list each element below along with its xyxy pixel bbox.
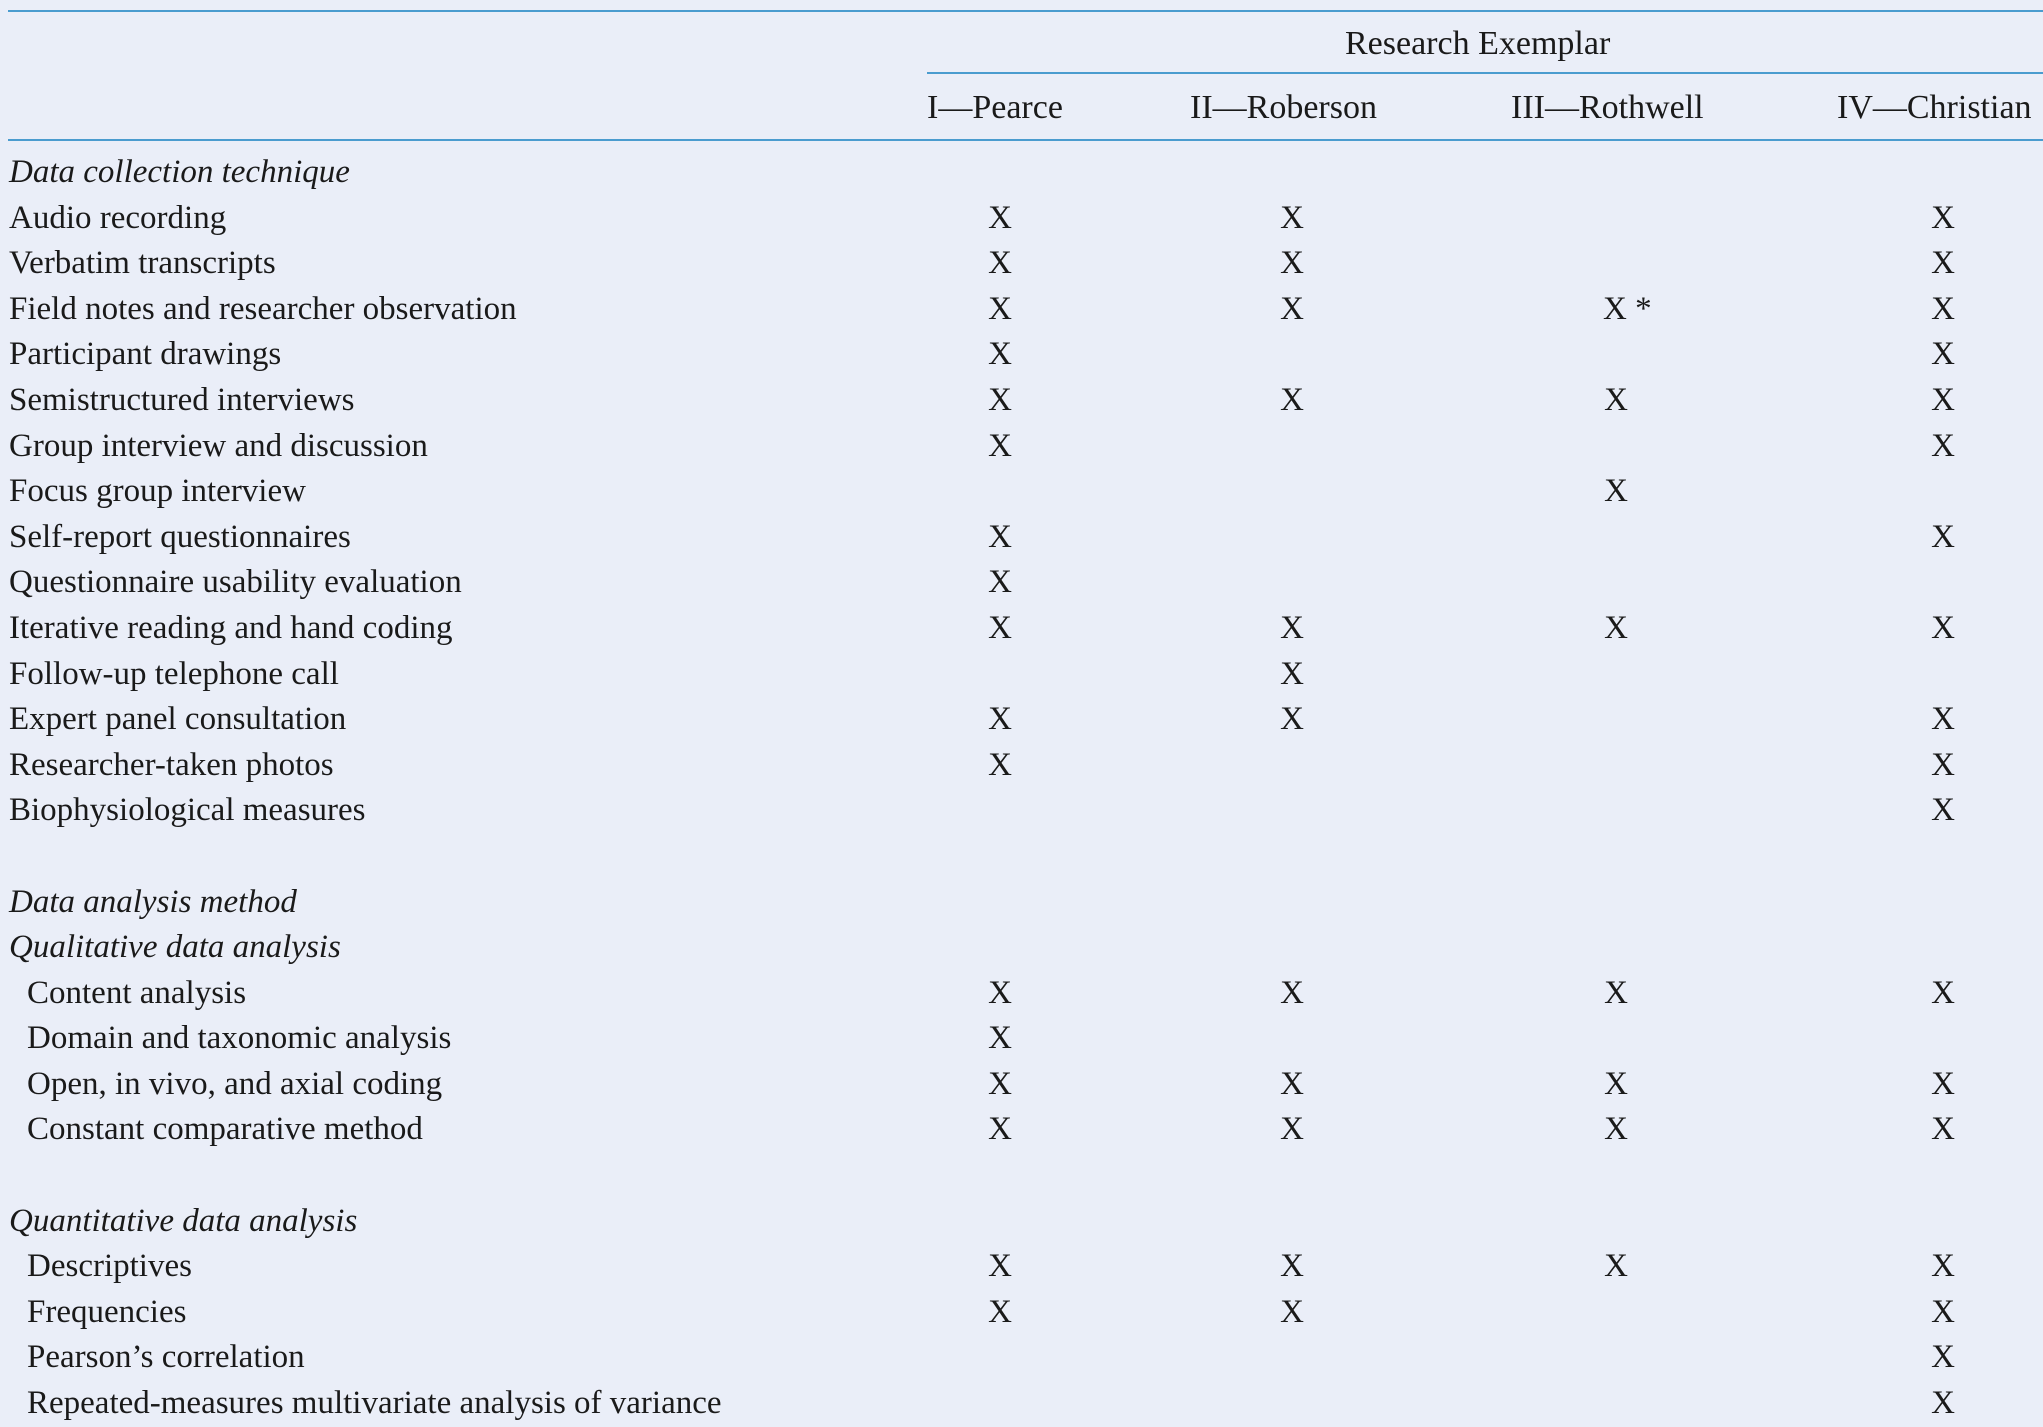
row-label: Participant drawings bbox=[9, 336, 282, 373]
row-label: Audio recording bbox=[9, 199, 227, 236]
section-label: Qualitative data analysis bbox=[9, 929, 341, 966]
row-label: Iterative reading and hand coding bbox=[9, 609, 453, 646]
table-row bbox=[0, 743, 2043, 789]
check-mark-text: X bbox=[1280, 199, 1304, 236]
row-label: Questionnaire usability evaluation bbox=[9, 564, 462, 601]
row-label: Domain and taxonomic analysis bbox=[27, 1020, 452, 1057]
check-mark-text: X bbox=[1931, 792, 1955, 829]
table-row bbox=[0, 606, 2043, 652]
check-mark-text: X bbox=[1604, 1065, 1628, 1102]
check-mark-text: X bbox=[1280, 381, 1304, 418]
section-label: Quantitative data analysis bbox=[9, 1202, 358, 1239]
check-mark-text: X bbox=[1931, 336, 1955, 373]
check-mark-text: X bbox=[1604, 1248, 1628, 1285]
check-mark-text: X bbox=[1604, 1111, 1628, 1148]
row-label: Semistructured interviews bbox=[9, 381, 355, 418]
table-row bbox=[0, 560, 2043, 606]
check-mark-text: X bbox=[1280, 1293, 1304, 1330]
table-row bbox=[0, 332, 2043, 378]
row-label: Group interview and discussion bbox=[9, 427, 428, 464]
check-mark-text: X bbox=[1604, 473, 1628, 510]
check-mark-text: X bbox=[988, 336, 1012, 373]
check-mark-text: X bbox=[1931, 1293, 1955, 1330]
table-row bbox=[0, 1244, 2043, 1290]
check-mark-text: X bbox=[1604, 974, 1628, 1011]
check-mark-text: X bbox=[1280, 1111, 1304, 1148]
row-label: Self-report questionnaires bbox=[9, 518, 351, 555]
check-mark-text: X bbox=[1931, 609, 1955, 646]
check-mark-text: X bbox=[988, 564, 1012, 601]
check-mark-text: X bbox=[988, 609, 1012, 646]
check-mark-text: X bbox=[1280, 701, 1304, 738]
section-header-row bbox=[0, 880, 2043, 926]
check-mark-text: X bbox=[1931, 290, 1955, 327]
table-row bbox=[0, 515, 2043, 561]
check-mark-text: X bbox=[988, 1293, 1012, 1330]
group-header: Research Exemplar bbox=[1345, 25, 1611, 62]
check-mark-text: X bbox=[1931, 1339, 1955, 1376]
column-header-pearce: I—Pearce bbox=[927, 89, 1063, 126]
check-mark-text: X bbox=[1931, 746, 1955, 783]
column-header-christian: IV—Christian bbox=[1837, 89, 2032, 126]
check-mark-text: X bbox=[1931, 1065, 1955, 1102]
column-header-rothwell: III—Rothwell bbox=[1511, 89, 1704, 126]
table-row bbox=[0, 971, 2043, 1017]
check-mark-text: X bbox=[1280, 245, 1304, 282]
check-mark-text: X bbox=[988, 290, 1012, 327]
table-row bbox=[0, 196, 2043, 242]
row-label: Constant comparative method bbox=[27, 1111, 423, 1148]
check-mark-text: X bbox=[1931, 1248, 1955, 1285]
check-mark-text: X bbox=[988, 381, 1012, 418]
check-mark-text: X bbox=[1280, 1065, 1304, 1102]
row-label: Verbatim transcripts bbox=[9, 245, 276, 282]
check-mark-text: X bbox=[1604, 609, 1628, 646]
check-mark-text: X bbox=[1931, 245, 1955, 282]
row-label: Open, in vivo, and axial coding bbox=[27, 1065, 443, 1102]
row-label: Follow-up telephone call bbox=[9, 655, 339, 692]
table-row bbox=[0, 424, 2043, 470]
check-mark-text: X bbox=[1931, 381, 1955, 418]
check-mark-text: X bbox=[988, 427, 1012, 464]
table-row bbox=[0, 1062, 2043, 1108]
check-mark-text: X bbox=[988, 199, 1012, 236]
row-label: Descriptives bbox=[27, 1248, 192, 1285]
table-row bbox=[0, 287, 2043, 333]
table-row bbox=[0, 788, 2043, 834]
row-label: Frequencies bbox=[27, 1293, 187, 1330]
check-mark-text: X bbox=[988, 1020, 1012, 1057]
row-label: Focus group interview bbox=[9, 473, 306, 510]
table-row bbox=[0, 697, 2043, 743]
check-mark-text: X bbox=[988, 245, 1012, 282]
section-header-row bbox=[0, 925, 2043, 971]
check-mark-text: X bbox=[988, 1111, 1012, 1148]
check-mark-text: X bbox=[988, 746, 1012, 783]
section-header-row bbox=[0, 1199, 2043, 1245]
check-mark-text: X bbox=[1931, 701, 1955, 738]
table-row bbox=[0, 469, 2043, 515]
column-header-roberson: II—Roberson bbox=[1190, 89, 1377, 126]
table-row bbox=[0, 1335, 2043, 1381]
table-body bbox=[0, 150, 2043, 1427]
check-mark-text: X bbox=[1931, 974, 1955, 1011]
table-top-rule bbox=[8, 10, 2043, 12]
check-mark-text: X bbox=[988, 701, 1012, 738]
check-mark-text: X bbox=[1931, 518, 1955, 555]
row-label: Biophysiological measures bbox=[9, 792, 366, 829]
table-row bbox=[0, 1016, 2043, 1062]
row-label: Content analysis bbox=[27, 974, 247, 1011]
section-header-row bbox=[0, 150, 2043, 196]
check-mark-text: X bbox=[988, 1065, 1012, 1102]
table-row bbox=[0, 652, 2043, 698]
check-mark-text: X * bbox=[1603, 290, 1652, 327]
check-mark-text: X bbox=[1280, 609, 1304, 646]
group-header-rule bbox=[927, 72, 2043, 74]
table-row bbox=[0, 1107, 2043, 1153]
section-label: Data collection technique bbox=[9, 154, 350, 190]
check-mark-text: X bbox=[1280, 290, 1304, 327]
header-bottom-rule bbox=[8, 139, 2043, 141]
check-mark-text: X bbox=[1931, 427, 1955, 464]
row-label: Researcher-taken photos bbox=[9, 746, 334, 783]
check-mark-text: X bbox=[1931, 199, 1955, 236]
check-mark-text: X bbox=[1931, 1111, 1955, 1148]
check-mark-text: X bbox=[988, 518, 1012, 555]
check-mark-text: X bbox=[1280, 655, 1304, 692]
check-mark-text: X bbox=[1931, 1385, 1955, 1422]
section-label: Data analysis method bbox=[9, 883, 297, 920]
table-row bbox=[0, 378, 2043, 424]
row-label: Pearson’s correlation bbox=[27, 1339, 305, 1376]
check-mark-text: X bbox=[1280, 1248, 1304, 1285]
check-mark-text: X bbox=[1604, 381, 1628, 418]
check-mark-text: X bbox=[988, 1248, 1012, 1285]
row-label: Repeated-measures multivariate analysis of variance bbox=[27, 1385, 722, 1422]
check-mark-text: X bbox=[988, 974, 1012, 1011]
row-label: Field notes and researcher observation bbox=[9, 290, 517, 327]
table-row bbox=[0, 1381, 2043, 1427]
row-label: Expert panel consultation bbox=[9, 701, 347, 738]
check-mark-text: X bbox=[1280, 974, 1304, 1011]
table-row bbox=[0, 1290, 2043, 1336]
table-row bbox=[0, 241, 2043, 287]
